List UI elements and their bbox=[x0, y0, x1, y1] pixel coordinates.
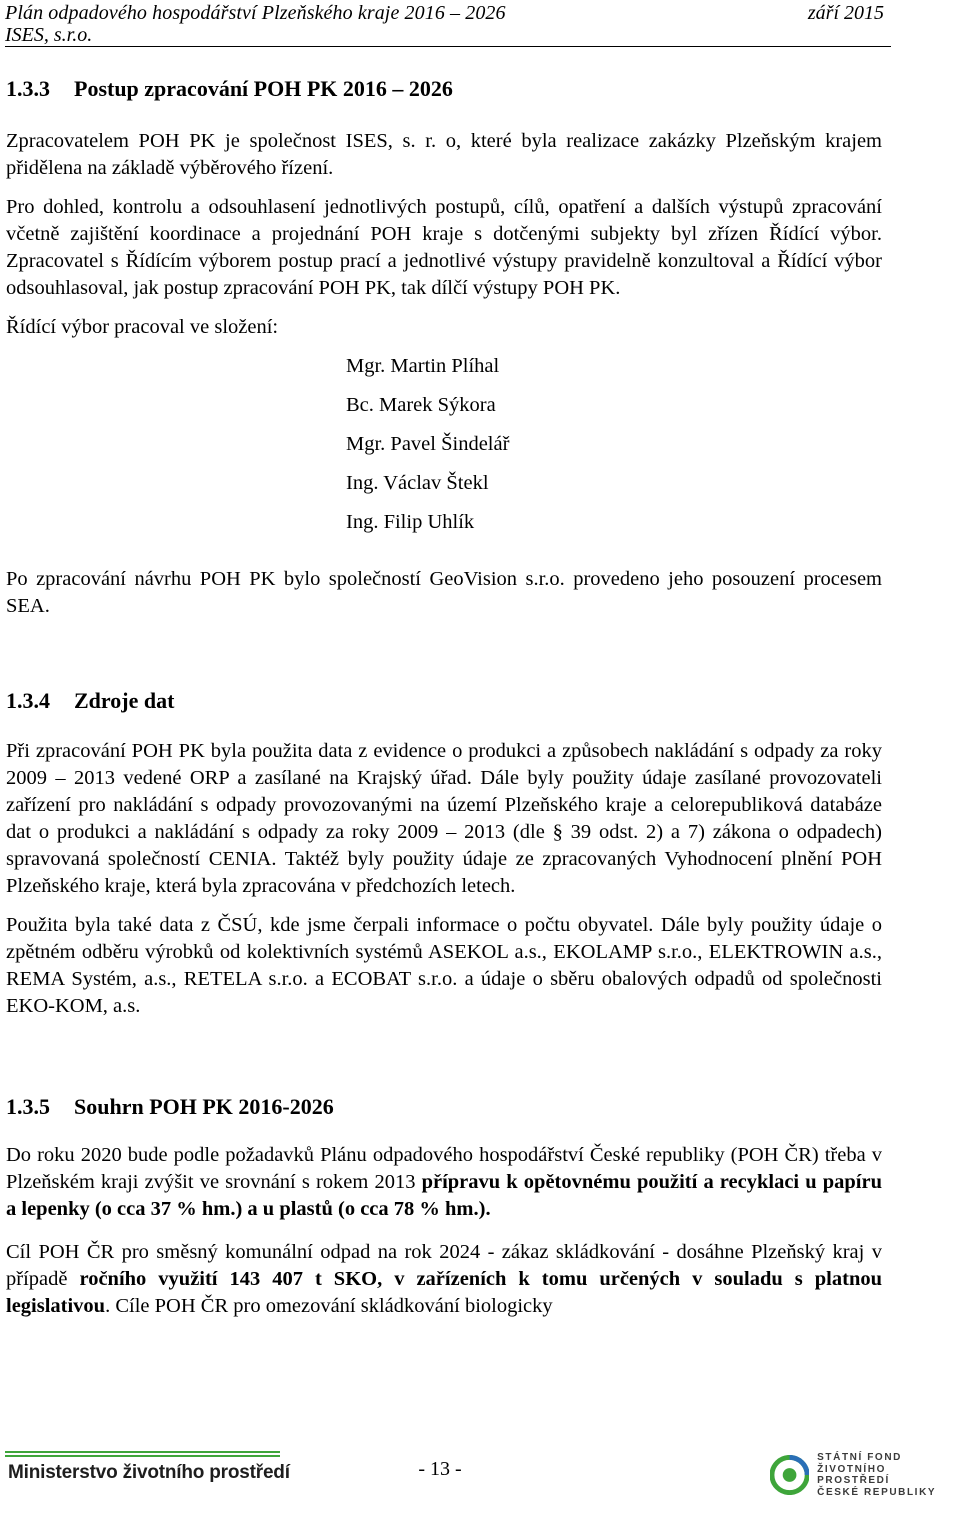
footer-green-rule bbox=[5, 1451, 280, 1457]
paragraph: Po zpracování návrhu POH PK bylo společností GeoVision s.r.o. provedeno jeho posouzení procesem SEA. bbox=[6, 568, 882, 617]
list-item: Ing. Václav Štekl bbox=[346, 472, 489, 494]
header-rule bbox=[5, 46, 891, 47]
paragraph: Řídící výbor pracoval ve složení: bbox=[6, 316, 279, 338]
paragraph: Pro dohled, kontrolu a odsouhlasení jednotlivých postupů, cílů, opatření a dalších výstupů zpracování včetně zajištění koordinace a projednání POH kraje s dotčenými subjekty byl zřízen Řídící výbor. Zpracovatel s Řídícím výborem postup prací a jednotlivé výstupy pravidelně konzultoval a Řídící výbor odsouhlasoval, jak postup zpracování POH PK, tak dílčí výstupy POH PK. bbox=[6, 196, 882, 299]
paragraph: Do roku 2020 bude podle požadavků Plánu odpadového hospodářství České republiky (POH ČR) třeba v Plzeňském kraji zvýšit ve srovnání s rokem 2013 přípravu k opětovnému použití a recyklaci u papíru a lepenky (o cca 37 % hm.) a u plastů (o cca 78 % hm.). bbox=[6, 1144, 882, 1220]
main-content bbox=[6, 74, 882, 1320]
section-heading-1-3-5: 1.3.5 Souhrn POH PK 2016-2026 bbox=[6, 1094, 334, 1119]
header-date: září 2015 bbox=[807, 2, 884, 24]
list-item: Mgr. Martin Plíhal bbox=[346, 355, 500, 377]
header-company: ISES, s.r.o. bbox=[5, 24, 93, 46]
page-number: - 13 - bbox=[418, 1458, 462, 1480]
ministry-logo-text: Ministerstvo životního prostředí bbox=[8, 1462, 290, 1483]
list-item: Mgr. Pavel Šindelář bbox=[346, 433, 510, 455]
paragraph: Cíl POH ČR pro směsný komunální odpad na rok 2024 - zákaz skládkování - dosáhne Plzeňský kraj v případě ročního využití 143 407 t SKO, v zařízeních k tomu určených v souladu s platnou legislativou. Cíle POH ČR pro omezování skládkování biologicky bbox=[6, 1241, 882, 1317]
sfzp-emblem-icon bbox=[770, 1455, 809, 1495]
running-header bbox=[5, 0, 884, 46]
paragraph: Použita byla také data z ČSÚ, kde jsme čerpali informace o počtu obyvatel. Dále byly použity údaje o zpětném odběru výrobků od kolektivních systémů ASEKOL a.s., EKOLAMP s.r.o., ELEKTROWIN a.s., REMA Systém, a.s., RETELA s.r.o. a ECOBAT s.r.o. a údaje o sběru obalových odpadů od společnosti EKO-KOM, a.s. bbox=[6, 914, 882, 1017]
paragraph: Zpracovatelem POH PK je společnost ISES, s. r. o, které byla realizace zakázky Plzeňským krajem přidělena na základě výběrového řízení. bbox=[6, 130, 882, 179]
paragraph: Při zpracování POH PK byla použita data z evidence o produkci a způsobech nakládání s odpady za roky 2009 – 2013 vedené ORP a zasílané na Krajský úřad. Dále byly použity údaje zasílané provozovateli zařízení pro nakládání s odpady provozovanými na území Plzeňského kraje a celorepubliková databáze dat o produkci a nakládání s odpady za roky 2009 – 2013 (dle § 39 odst. 2) a 7) zákona o odpadech) spravovaná společností CENIA. Taktéž byly použity údaje ze zpracovaných Vyhodnocení plnění POH Plzeňského kraje, která byla zpracována v předchozích letech. bbox=[6, 740, 882, 897]
section-heading-1-3-3: 1.3.3 Postup zpracování POH PK 2016 – 2026 bbox=[6, 76, 453, 101]
header-title: Plán odpadového hospodářství Plzeňského kraje 2016 – 2026 bbox=[5, 2, 506, 24]
list-item: Bc. Marek Sýkora bbox=[346, 394, 496, 416]
section-heading-1-3-4: 1.3.4 Zdroje dat bbox=[6, 688, 175, 713]
committee-members-list bbox=[346, 347, 882, 542]
list-item: Ing. Filip Uhlík bbox=[346, 511, 475, 533]
sfzp-logo bbox=[770, 1452, 960, 1498]
sfzp-logo-text: STÁTNÍ FOND ŽIVOTNÍHO PROSTŘEDÍ ČESKÉ REPUBLIKY bbox=[817, 1452, 937, 1498]
